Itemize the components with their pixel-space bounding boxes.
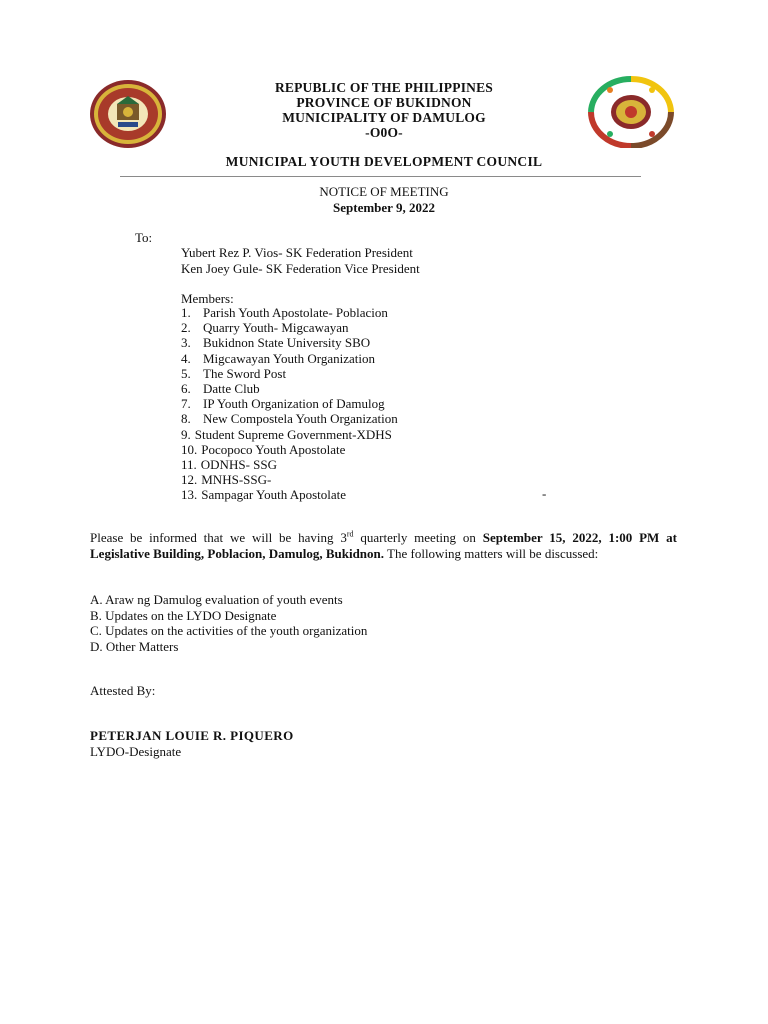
member-number: 9. [181,426,191,442]
member-number: 4. [181,350,191,366]
member-item [181,305,398,320]
header-divider [120,176,641,177]
addressee: Ken Joey Gule- SK Federation Vice President [181,260,420,276]
member-item [181,320,398,335]
youth-council-seal-icon [586,76,676,148]
letterhead-province: PROVINCE OF BUKIDNON [296,95,472,110]
municipality-seal-icon [88,78,168,150]
agenda-item: D. Other Matters [90,638,179,654]
letterhead [200,80,568,140]
member-number: 12. [181,472,198,488]
ordinal-suffix: rd [346,529,354,539]
trailing-dash: - [542,486,547,501]
meeting-announcement [90,530,677,562]
member-number: 3. [181,335,191,351]
member-name: Parish Youth Apostolate- Poblacion [203,305,388,320]
member-number: 8. [181,411,191,427]
member-item [181,396,398,411]
addressee-list [181,245,420,276]
announcement-text: Please be informed that we will be having 3 [90,530,347,545]
member-item [181,487,398,502]
to-label: To: [135,230,153,245]
member-number: 1. [181,305,191,320]
member-item [181,335,398,350]
letterhead-ornament: -O0O- [365,125,403,140]
attested-label: Attested By: [90,683,156,698]
notice-date: September 9, 2022 [333,200,435,215]
letterhead-republic: REPUBLIC OF THE PHILIPPINES [274,80,494,95]
agenda-item: C. Updates on the activities of the youth organization [90,623,368,638]
member-item [181,366,398,381]
member-name: IP Youth Organization of Damulog [203,396,385,412]
member-name: Pocopoco Youth Apostolate [201,441,346,457]
member-number: 11. [181,457,197,473]
member-name: Quarry Youth- Migcawayan [203,320,349,336]
member-item [181,411,398,426]
member-name: MNHS-SSG- [201,472,272,488]
agenda-item: A. Araw ng Damulog evaluation of youth events [90,592,343,607]
signer-name: PETERJAN LOUIE R. PIQUERO [90,728,294,743]
letterhead-municipality: MUNICIPALITY OF DAMULOG [282,110,486,125]
member-number: 5. [181,365,191,381]
member-name: The Sword Post [203,365,287,381]
member-list [181,305,398,503]
member-name: Student Supreme Government-XDHS [194,426,392,442]
notice-heading [200,184,568,216]
member-number: 6. [181,381,191,397]
member-item [181,472,398,487]
signer-title: LYDO-Designate [90,744,182,759]
agenda-list [90,592,367,654]
agenda-item: B. Updates on the LYDO Designate [90,607,277,623]
member-name: Sampagar Youth Apostolate [201,487,347,503]
member-item [181,442,398,457]
member-name: ODNHS- SSG [200,457,277,473]
member-item [181,351,398,366]
addressee: Yubert Rez P. Vios- SK Federation President [181,245,413,260]
member-number: 2. [181,320,191,336]
member-item [181,427,398,442]
notice-title: NOTICE OF MEETING [319,184,449,199]
council-name: MUNICIPAL YOUTH DEVELOPMENT COUNCIL [225,154,543,169]
member-number: 13. [181,487,198,503]
member-number: 10. [181,441,198,457]
member-name: Bukidnon State University SBO [203,335,371,351]
member-number: 7. [181,396,191,412]
announcement-text: The following matters will be discussed: [384,546,599,561]
member-name: Migcawayan Youth Organization [203,350,375,366]
member-name: Datte Club [203,381,260,397]
announcement-text: quarterly meeting on [353,530,483,545]
meeting-schedule: September 15, 2022, 1:00 PM at Legislative Building, Poblacion, Damulog, Bukidnon. [90,530,677,561]
member-name: New Compostela Youth Organization [203,411,398,427]
member-item [181,457,398,472]
member-item [181,381,398,396]
members-label: Members: [181,291,234,306]
